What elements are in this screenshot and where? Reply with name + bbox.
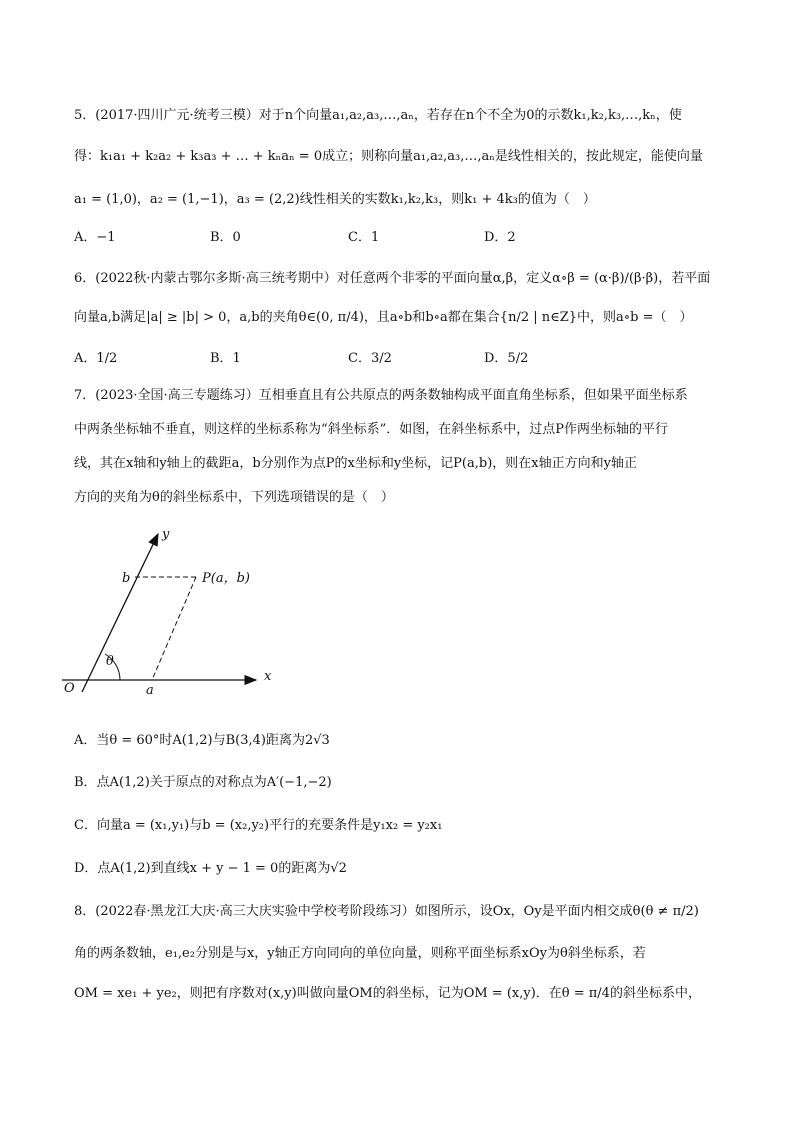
q7-line-2: 中两条坐标轴不垂直，则这样的坐标系称为“斜坐标系”．如图，在斜坐标系中，过点P作两坐标轴的平行 — [74, 422, 669, 437]
q8-line-3: OM = xe₁ + ye₂，则把有序数对(x,y)叫做向量OM的斜坐标，记为OM = (x,y)．在θ = π/4的斜坐标系中， — [74, 986, 701, 1001]
q7-choice-b: B．点A(1,2)关于原点的对称点为A′(−1,−2) — [74, 775, 332, 790]
q7-line-4: 方向的夹角为θ的斜坐标系中，下列选项错误的是（ ） — [74, 490, 394, 505]
q6-line-1: 6．(2022秋·内蒙古鄂尔多斯·高三统考期中）对任意两个非零的平面向量α,β，定义α∘β = (α·β)/(β·β)，若平面 — [74, 271, 711, 286]
q7-choice-c: C．向量a = (x₁,y₁)与b = (x₂,y₂)平行的充要条件是y₁x₂ = y₂x₁ — [74, 818, 443, 833]
oblique-coordinate-diagram — [60, 522, 300, 702]
q8-line-2: 角的两条数轴，e₁,e₂分别是与x，y轴正方向同向的单位向量，则称平面坐标系xOy为θ斜坐标系，若 — [74, 946, 646, 961]
b-label: b — [122, 571, 131, 586]
q6-options — [74, 345, 724, 373]
q6-option-a: A．1/2 — [74, 351, 118, 366]
point-p-label: P(a，b) — [202, 571, 250, 586]
q5-line-3: a₁ = (1,0)，a₂ = (1,−1)，a₃ = (2,2)线性相关的实数k₁,k₂,k₃，则k₁ + 4k₃的值为（ ） — [74, 192, 596, 207]
y-axis-label: y — [162, 527, 170, 542]
q7-line-1: 7．(2023·全国·高三专题练习）互相垂直且有公共原点的两条数轴构成平面直角坐标系，但如果平面坐标系 — [74, 388, 688, 403]
q5-option-c: C．1 — [348, 230, 380, 245]
x-axis-label: x — [264, 669, 272, 684]
q5-line-1: 5．(2017·四川广元·统考三模）对于n个向量a₁,a₂,a₃,…,aₙ，若存在n个不全为0的示数k₁,k₂,k₃,…,kₙ，使 — [74, 108, 682, 123]
q7-choice-d: D．点A(1,2)到直线x + y − 1 = 0的距离为√2 — [74, 861, 347, 876]
q8-line-1: 8．(2022春·黑龙江大庆·高三大庆实验中学校考阶段练习）如图所示，设Ox，Oy是平面内相交成θ(θ ≠ π/2) — [74, 904, 699, 919]
q6-option-d: D．5/2 — [484, 351, 529, 366]
q5-option-b: B．0 — [210, 230, 241, 245]
y-axis — [82, 534, 158, 692]
theta-label: θ — [106, 654, 114, 669]
q6-option-c: C．3/2 — [348, 351, 392, 366]
q5-option-a: A．−1 — [74, 230, 116, 245]
q6-option-b: B．1 — [210, 351, 241, 366]
q5-line-2: 得：k₁a₁ + k₂a₂ + k₃a₃ + … + kₙaₙ = 0成立；则称向量a₁,a₂,a₃,…,aₙ是线性相关的，按此规定，能使向量 — [74, 149, 703, 164]
q5-options — [74, 224, 724, 252]
q5-option-d: D．2 — [484, 230, 516, 245]
q7-line-3: 线，其在x轴和y轴上的截距a，b分别作为点P的x坐标和y坐标，记P(a,b)，则在x轴正方向和y轴正 — [74, 456, 637, 471]
origin-label: O — [64, 681, 75, 696]
q7-choice-a: A．当θ = 60°时A(1,2)与B(3,4)距离为2√3 — [74, 733, 330, 748]
dashed-line-a-to-p — [152, 577, 196, 680]
a-label: a — [146, 683, 154, 698]
q6-line-2: 向量a,b满足|a| ≥ |b| > 0，a,b的夹角θ∈(0, π/4)，且a∘b和b∘a都在集合{n/2 | n∈Z}中，则a∘b =（ ） — [74, 310, 693, 325]
